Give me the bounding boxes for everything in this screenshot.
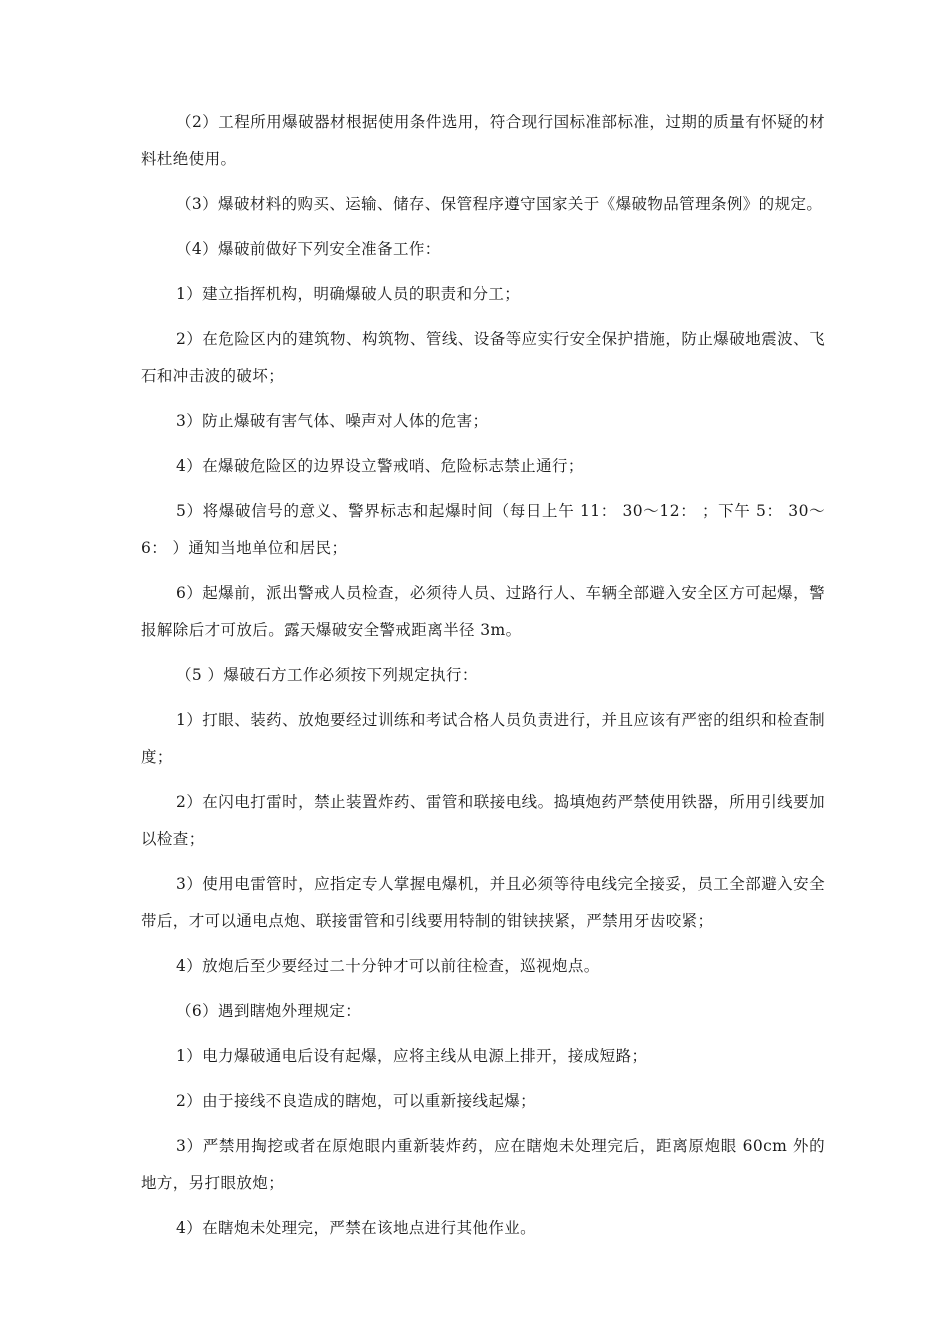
paragraph-safety-preparation-heading: （4）爆破前做好下列安全准备工作： — [176, 240, 441, 258]
paragraph-misfire-new-hole: 3）严禁用掏挖或者在原炮眼内重新装炸药，应在瞎炮未处理完后，距离原炮眼 60cm 外的地方，另打眼放炮； — [141, 1137, 825, 1192]
paragraph-materials-management: （3）爆破材料的购买、运输、储存、保管程序遵守国家关于《爆破物品管理条例》的规定。 — [176, 195, 823, 213]
paragraph-misfire-heading: （6）遇到瞎炮外理规定： — [176, 1002, 362, 1020]
paragraph-warning-posts: 4）在爆破危险区的边界设立警戒哨、危险标志禁止通行； — [176, 457, 584, 475]
paragraph-misfire-no-work: 4）在瞎炮未处理完，严禁在该地点进行其他作业。 — [176, 1219, 537, 1237]
paragraph-command-structure: 1）建立指挥机构，明确爆破人员的职责和分工； — [176, 285, 521, 303]
paragraph-misfire-short-circuit: 1）电力爆破通电后设有起爆，应将主线从电源上排开，接成短路； — [176, 1047, 648, 1065]
paragraph-qualified-personnel: 1）打眼、装药、放炮要经过训练和考试合格人员负责进行，并且应该有严密的组织和检查制度； — [141, 711, 825, 766]
paragraph-harmful-gas-noise: 3）防止爆破有害气体、噪声对人体的危害； — [176, 412, 489, 430]
paragraph-stone-blasting-rules-heading: （5 ）爆破石方工作必须按下列规定执行： — [176, 666, 478, 684]
paragraph-post-blast-inspection: 4）放炮后至少要经过二十分钟才可以前往检查，巡视炮点。 — [176, 957, 600, 975]
paragraph-electric-detonator: 3）使用电雷管时，应指定专人掌握电爆机，并且必须等待电线完全接妥，员工全部避入安全带后，才可以通电点炮、联接雷管和引线要用特制的钳铗挟紧，严禁用牙齿咬紧； — [141, 875, 825, 930]
paragraph-blasting-materials-selection: （2）工程所用爆破器材根据使用条件选用，符合现行国标准部标准，过期的质量有怀疑的材料杜绝使用。 — [141, 113, 825, 168]
paragraph-danger-zone-protection: 2）在危险区内的建筑物、构筑物、管线、设备等应实行安全保护措施，防止爆破地震波、飞石和冲击波的破坏； — [141, 330, 825, 385]
paragraph-misfire-rewire: 2）由于接线不良造成的瞎炮，可以重新接线起爆； — [176, 1092, 537, 1110]
paragraph-pre-detonation-check: 6）起爆前，派出警戒人员检查，必须待人员、过路行人、车辆全部避入安全区方可起爆，警报解除后才可放后。露天爆破安全警戒距离半径 3m。 — [141, 584, 825, 639]
document-page — [141, 104, 825, 1255]
paragraph-blasting-schedule: 5）将爆破信号的意义、警界标志和起爆时间（每日上午 11： 30～12： ；下午 5： 30～6： ）通知当地单位和居民； — [141, 502, 825, 557]
paragraph-lightning-prohibition: 2）在闪电打雷时，禁止装置炸药、雷管和联接电线。捣填炮药严禁使用铁器，所用引线要加以检查； — [141, 793, 825, 848]
